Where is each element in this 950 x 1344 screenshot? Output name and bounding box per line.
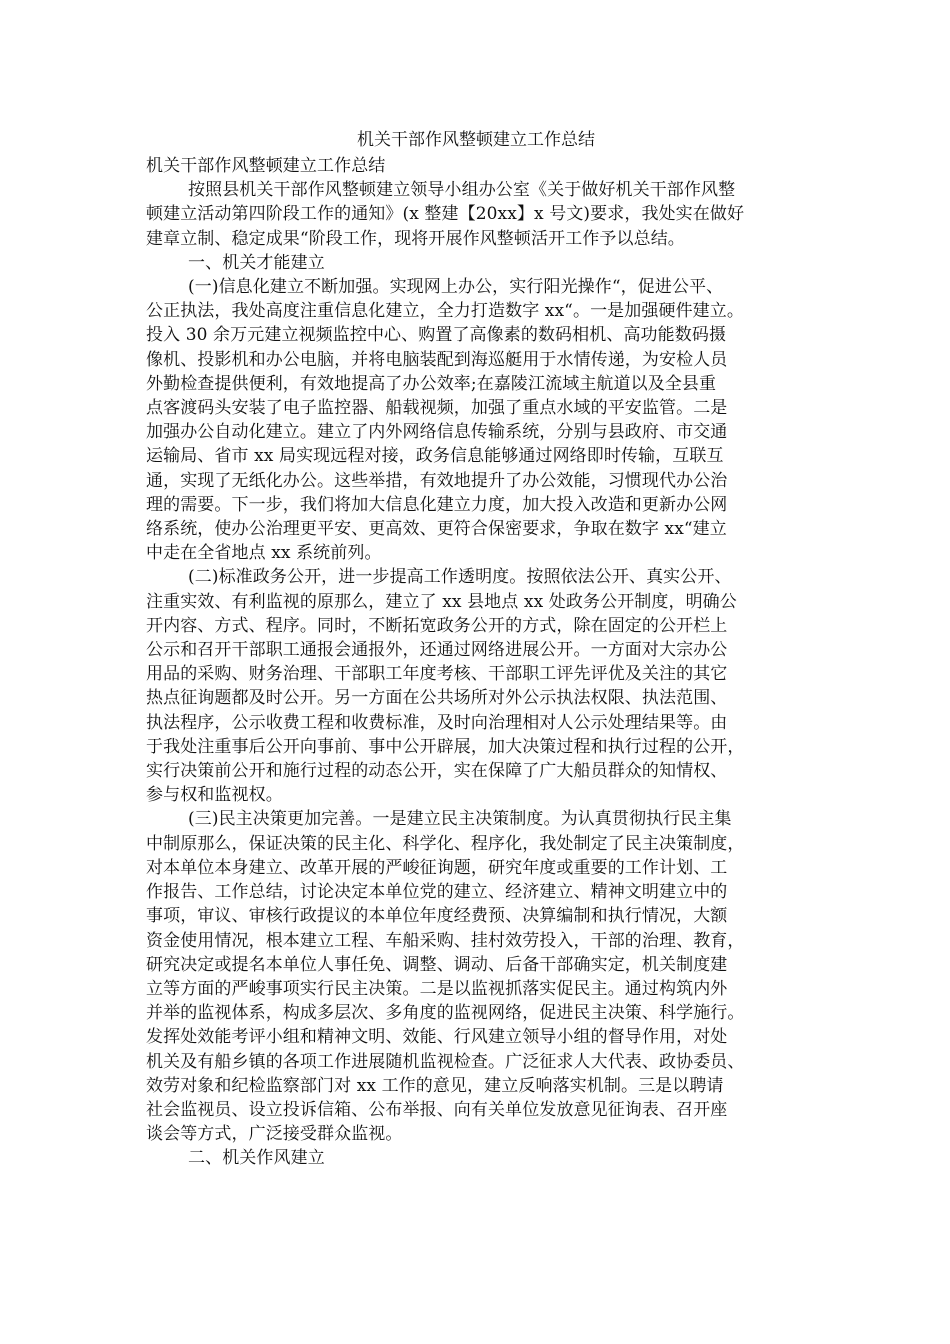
text-line: 像机、投影机和办公电脑，并将电脑装配到海巡艇用于水情传递，为安检人员	[146, 349, 728, 370]
text-line: 并举的监视体系，构成多层次、多角度的监视网络，促进民主决策、科学施行。	[146, 1003, 745, 1024]
text-line: 理的需要。下一步，我们将加大信息化建立力度，加大投入改造和更新办公网	[146, 494, 728, 515]
text-line: 注重实效、有利监视的原那么，建立了 xx 县地点 xx 处政务公开制度，明确公	[146, 591, 737, 612]
text-line: 机关及有船乡镇的各项工作进展随机监视检查。广泛征求人大代表、政协委员、	[146, 1051, 745, 1072]
text-line: 公正执法，我处高度注重信息化建立，全力打造数字 xx“。一是加强硬件建立。	[146, 301, 744, 322]
text-line: 外勤检查提供便利，有效地提高了办公效率;在嘉陵江流域主航道以及全县重	[146, 373, 717, 394]
text-line: 参与权和监视权。	[146, 785, 283, 806]
text-line: 效劳对象和纪检监察部门对 xx 工作的意见，建立反响落实机制。三是以聘请	[146, 1075, 724, 1096]
text-line: 谈会等方式，广泛接受群众监视。	[146, 1124, 403, 1145]
text-line: 于我处注重事后公开向事前、事中公开辟展，加大决策过程和执行过程的公开，	[146, 736, 745, 757]
text-line: 作报告、工作总结，讨论决定本单位党的建立、经济建立、精神文明建立中的	[146, 882, 728, 903]
text-line: 用品的采购、财务治理、干部职工年度考核、干部职工评先评优及关注的其它	[146, 664, 728, 685]
text-line: 中走在全省地点 xx 系统前列。	[146, 543, 382, 564]
text-line: 公示和召开干部职工通报会通报外，还通过网络进展公开。一方面对大宗办公	[146, 640, 728, 661]
text-line: 机关干部作风整顿建立工作总结	[146, 156, 386, 176]
text-line: (三)民主决策更加完善。一是建立民主决策制度。为认真贯彻执行民主集	[188, 809, 732, 830]
text-line: 对本单位本身建立、改革开展的严峻征询题，研究年度或重要的工作计划、工	[146, 857, 728, 878]
text-line: 络系统，使办公治理更平安、更高效、更符合保密要求，争取在数字 xx“建立	[146, 519, 727, 540]
text-line: 通，实现了无纸化办公。这些举措，有效地提升了办公效能，习惯现代办公治	[146, 470, 728, 491]
text-line: 按照县机关干部作风整顿建立领导小组办公室《关于做好机关干部作风整	[188, 180, 736, 201]
text-line: 一、机关才能建立	[188, 252, 325, 273]
text-line: 加强办公自动化建立。建立了内外网络信息传输系统，分别与县政府、市交通	[146, 422, 728, 443]
text-line: 执法程序，公示收费工程和收费标准，及时向治理相对人公示处理结果等。由	[146, 712, 728, 733]
text-line: 资金使用情况，根本建立工程、车船采购、挂村效劳投入，干部的治理、教育，	[146, 930, 745, 951]
document-page	[146, 128, 806, 1171]
text-line: 热点征询题都及时公开。另一方面在公共场所对外公示执法权限、执法范围、	[146, 688, 728, 709]
text-line: 投入 30 余万元建立视频监控中心、购置了高像素的数码相机、高功能数码摄	[146, 325, 727, 346]
document-title: 机关干部作风整顿建立工作总结	[357, 130, 595, 150]
document-body	[146, 154, 806, 1171]
text-line: 开内容、方式、程序。同时，不断拓宽政务公开的方式，除在固定的公开栏上	[146, 615, 728, 636]
text-line: 事项，审议、审核行政提议的本单位年度经费预、决算编制和执行情况，大额	[146, 906, 728, 927]
text-line: 二、机关作风建立	[188, 1148, 325, 1169]
text-line: 点客渡码头安装了电子监控器、船载视频，加强了重点水域的平安监管。二是	[146, 398, 728, 419]
text-line: 实行决策前公开和施行过程的动态公开，实在保障了广大船员群众的知情权、	[146, 761, 728, 782]
text-line: 研究决定或提名本单位人事任免、调整、调动、后备干部确实定，机关制度建	[146, 954, 728, 975]
text-line: 发挥处效能考评小组和精神文明、效能、行风建立领导小组的督导作用，对处	[146, 1027, 728, 1048]
text-line: 运输局、省市 xx 局实现远程对接，政务信息能够通过网络即时传输，互联互	[146, 446, 724, 467]
text-line: 顿建立活动第四阶段工作的通知》(x 整建【20xx】x 号文)要求，我处实在做好	[146, 204, 745, 225]
text-line: 中制原那么，保证决策的民主化、科学化、程序化，我处制定了民主决策制度，	[146, 833, 745, 854]
text-line: (一)信息化建立不断加强。实现网上办公，实行阳光操作“，促进公平、	[188, 277, 724, 298]
text-line: (二)标准政务公开，进一步提高工作透明度。按照依法公开、真实公开、	[188, 567, 732, 588]
text-line: 社会监视员、设立投诉信箱、公布举报、向有关单位发放意见征询表、召开座	[146, 1099, 728, 1120]
text-line: 立等方面的严峻事项实行民主决策。二是以监视抓落实促民主。通过构筑内外	[146, 978, 728, 999]
text-line: 建章立制、稳定成果“阶段工作，现将开展作风整顿活开工作予以总结。	[146, 228, 685, 249]
